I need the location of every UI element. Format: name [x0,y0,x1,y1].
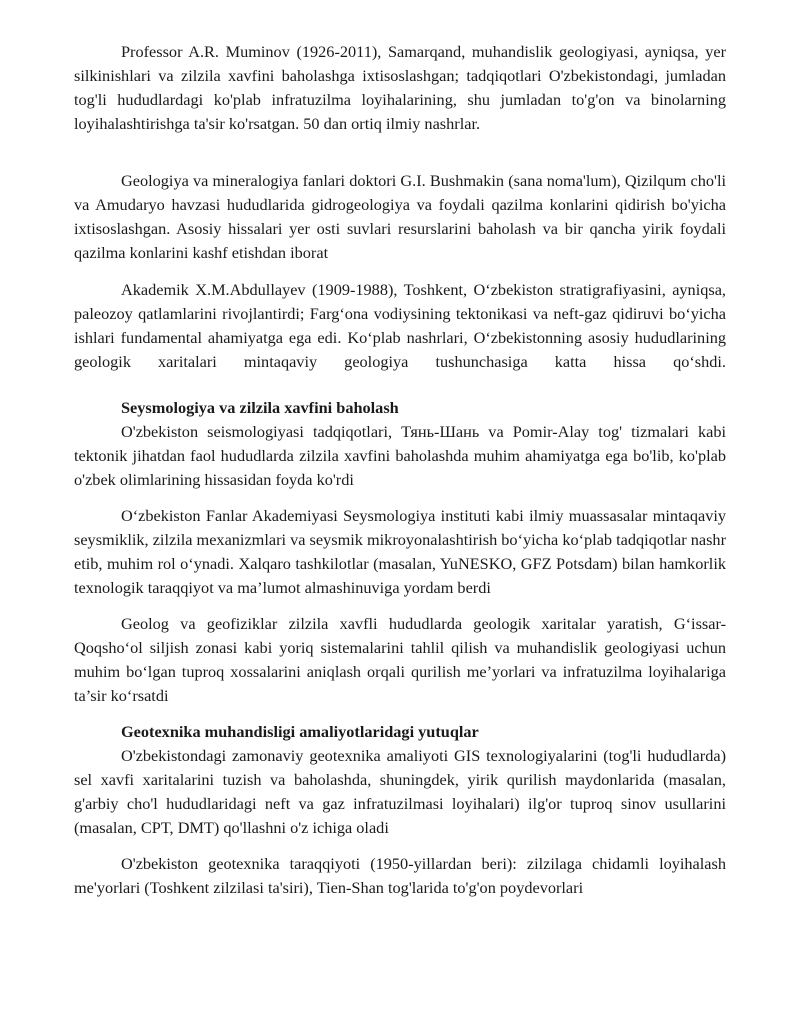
paragraph-gap [74,492,726,504]
document-page [74,40,726,900]
section-heading-seismology: Seysmologiya va zilzila xavfini baholash [121,398,399,417]
paragraph-bushmakin: Geologiya va mineralogiya fanlari doktori G.I. Bushmakin (sana noma'lum), Qizilqum cho'li va Amudaryo havzasi hududlarida gidrogeologiya va foydali qazilma konlarini qidirish bo'yicha ixtisoslashgan. Asosiy hissalari yer osti suvlari resurslarini baholash va bir qancha yirik foydali qazilma konlarini kashf etishdan iborat [74,171,726,262]
paragraph-gap [74,840,726,852]
paragraph-geologists: Geolog va geofiziklar zilzila xavfli hududlarda geologik xaritalar yaratish, G‘issar-Qoqsho‘ol siljish zonasi kabi yoriq sistemalarini tahlil qilish va muhandislik geologiyasi uchun muhim bo‘lgan tuproq xossalarini aniqlash orqali qurilish me’yorlari va infratuzilma loyihalariga ta’sir ko‘rsatdi [74,614,726,705]
paragraph-gap [74,600,726,612]
paragraph-geotechnics-progress: O'zbekiston geotexnika taraqqiyoti (1950-yillardan beri): zilzilaga chidamli loyihalash me'yorlari (Toshkent zilzilasi ta'siri), Tien-Shan tog'larida to'g'on poydevorlari [74,854,726,897]
paragraph-gap [74,708,726,720]
paragraph-gap [74,265,726,278]
paragraph-muminov: Professor A.R. Muminov (1926-2011), Samarqand, muhandislik geologiyasi, ayniqsa, yer silkinishlari va zilzila xavfini baholashga ixtisoslashgan; tadqiqotlari O'zbekistondagi, jumladan tog'li hududlardagi ko'plab infratuzilma loyihalarining, shu jumladan to'g'on va binolarning loyihalashtirishga ta'sir ko'rsatgan. 50 dan ortiq ilmiy nashrlar. [74,42,726,133]
paragraph-modern-geotechnics: O'zbekistondagi zamonaviy geotexnika amaliyoti GIS texnologiyalarini (tog'li hududlarda) sel xavfi xaritalarini tuzish va baholashda, shuningdek, yirik qurilish maydonlarida (masalan, g'arbiy cho'l hududlaridagi neft va gaz infratuzilmasi loyihalari) ilg'or tuproq sinov usullarini (masalan, CPT, DMT) qo'llashni o'z ichiga oladi [74,746,726,837]
paragraph-academy-institute: O‘zbekiston Fanlar Akademiyasi Seysmologiya instituti kabi ilmiy muassasalar mintaqaviy seysmiklik, zilzila mexanizmlari va seysmik mikroyonalashtirish bo‘yicha ko‘plab tadqiqotlar nashr etib, muhim rol o‘ynadi. Xalqaro tashkilotlar (masalan, YuNESKO, GFZ Potsdam) bilan hamkorlik texnologik taraqqiyot va ma’lumot almashinuviga yordam berdi [74,506,726,597]
paragraph-abdullayev: Akademik X.M.Abdullayev (1909-1988), Toshkent, O‘zbekiston stratigrafiyasini, ayniqsa, paleozoy qatlamlarini rivojlantirdi; Farg‘ona vodiysining tektonikasi va neft-gaz qidiruvi bo‘yicha ishlari fundamental ahamiyatga ega edi. Ko‘plab nashrlari, O‘zbekistonning asosiy hududlarining geologik xaritalari mintaqaviy geologiya tushunchasiga katta hissa qo‘shdi. [74,280,726,371]
paragraph-gap [74,374,726,396]
section-heading-geotechnics: Geotexnika muhandisligi amaliyotlaridagi yutuqlar [121,722,479,741]
paragraph-gap [74,136,726,169]
paragraph-seismology-research: O'zbekiston seismologiyasi tadqiqotlari, Тянь-Шань va Pomir-Alay tog' tizmalari kabi tektonik jihatdan faol hududlarda zilzila xavfini baholashda muhim ahamiyatga ega bo'lib, ko'plab o'zbek olimlarining hissasidan foyda ko'rdi [74,422,726,489]
